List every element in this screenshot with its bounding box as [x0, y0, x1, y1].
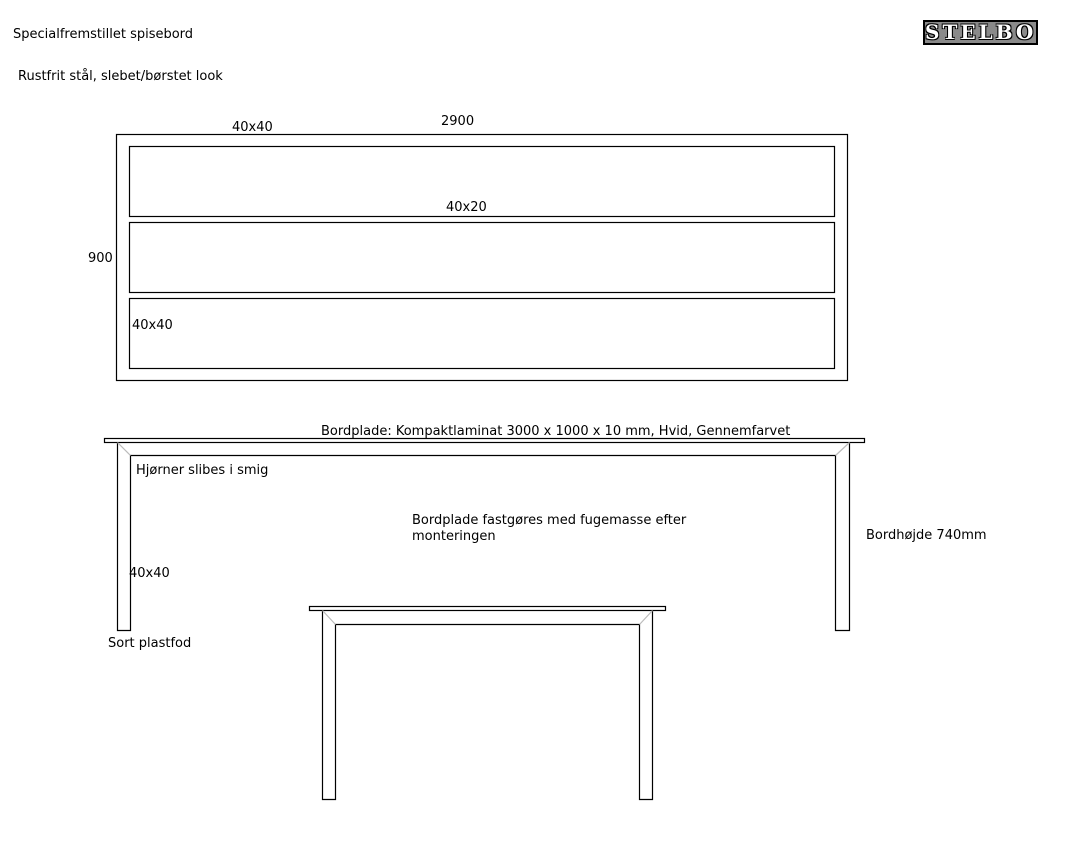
side-leg-profile-label: 40x40: [129, 566, 170, 581]
height-label: Bordhøjde 740mm: [866, 528, 987, 543]
mounting-note: Bordplade fastgøres med fugemasse efter monteringen: [412, 513, 687, 544]
top-view-slat-2: [130, 223, 835, 293]
end-view-frame: [323, 611, 653, 800]
corner-note: Hjørner slibes i smig: [136, 463, 269, 478]
frame-profile-label: 40x40: [232, 120, 273, 135]
tabletop-label: Bordplade: Kompaktlaminat 3000 x 1000 x 10 mm, Hvid, Gennemfarvet: [321, 424, 791, 439]
top-view-slat-3: [130, 299, 835, 369]
top-leg-profile-label: 40x40: [132, 318, 173, 333]
width-dimension: 900: [88, 251, 113, 266]
end-view-tabletop: [310, 607, 666, 611]
end-view-miter-right: [640, 611, 653, 625]
length-dimension: 2900: [441, 114, 475, 129]
side-view-miter-left: [118, 443, 131, 456]
company-logo: STELBO: [925, 20, 1037, 44]
end-view-miter-left: [323, 611, 336, 625]
material-label: Rustfrit stål, slebet/børstet look: [18, 69, 223, 84]
top-view-frame: [117, 135, 848, 381]
document-title: Specialfremstillet spisebord: [13, 27, 194, 42]
side-view-miter-right: [836, 443, 850, 456]
foot-note: Sort plastfod: [108, 636, 192, 651]
slat-profile-label: 40x20: [446, 200, 487, 215]
